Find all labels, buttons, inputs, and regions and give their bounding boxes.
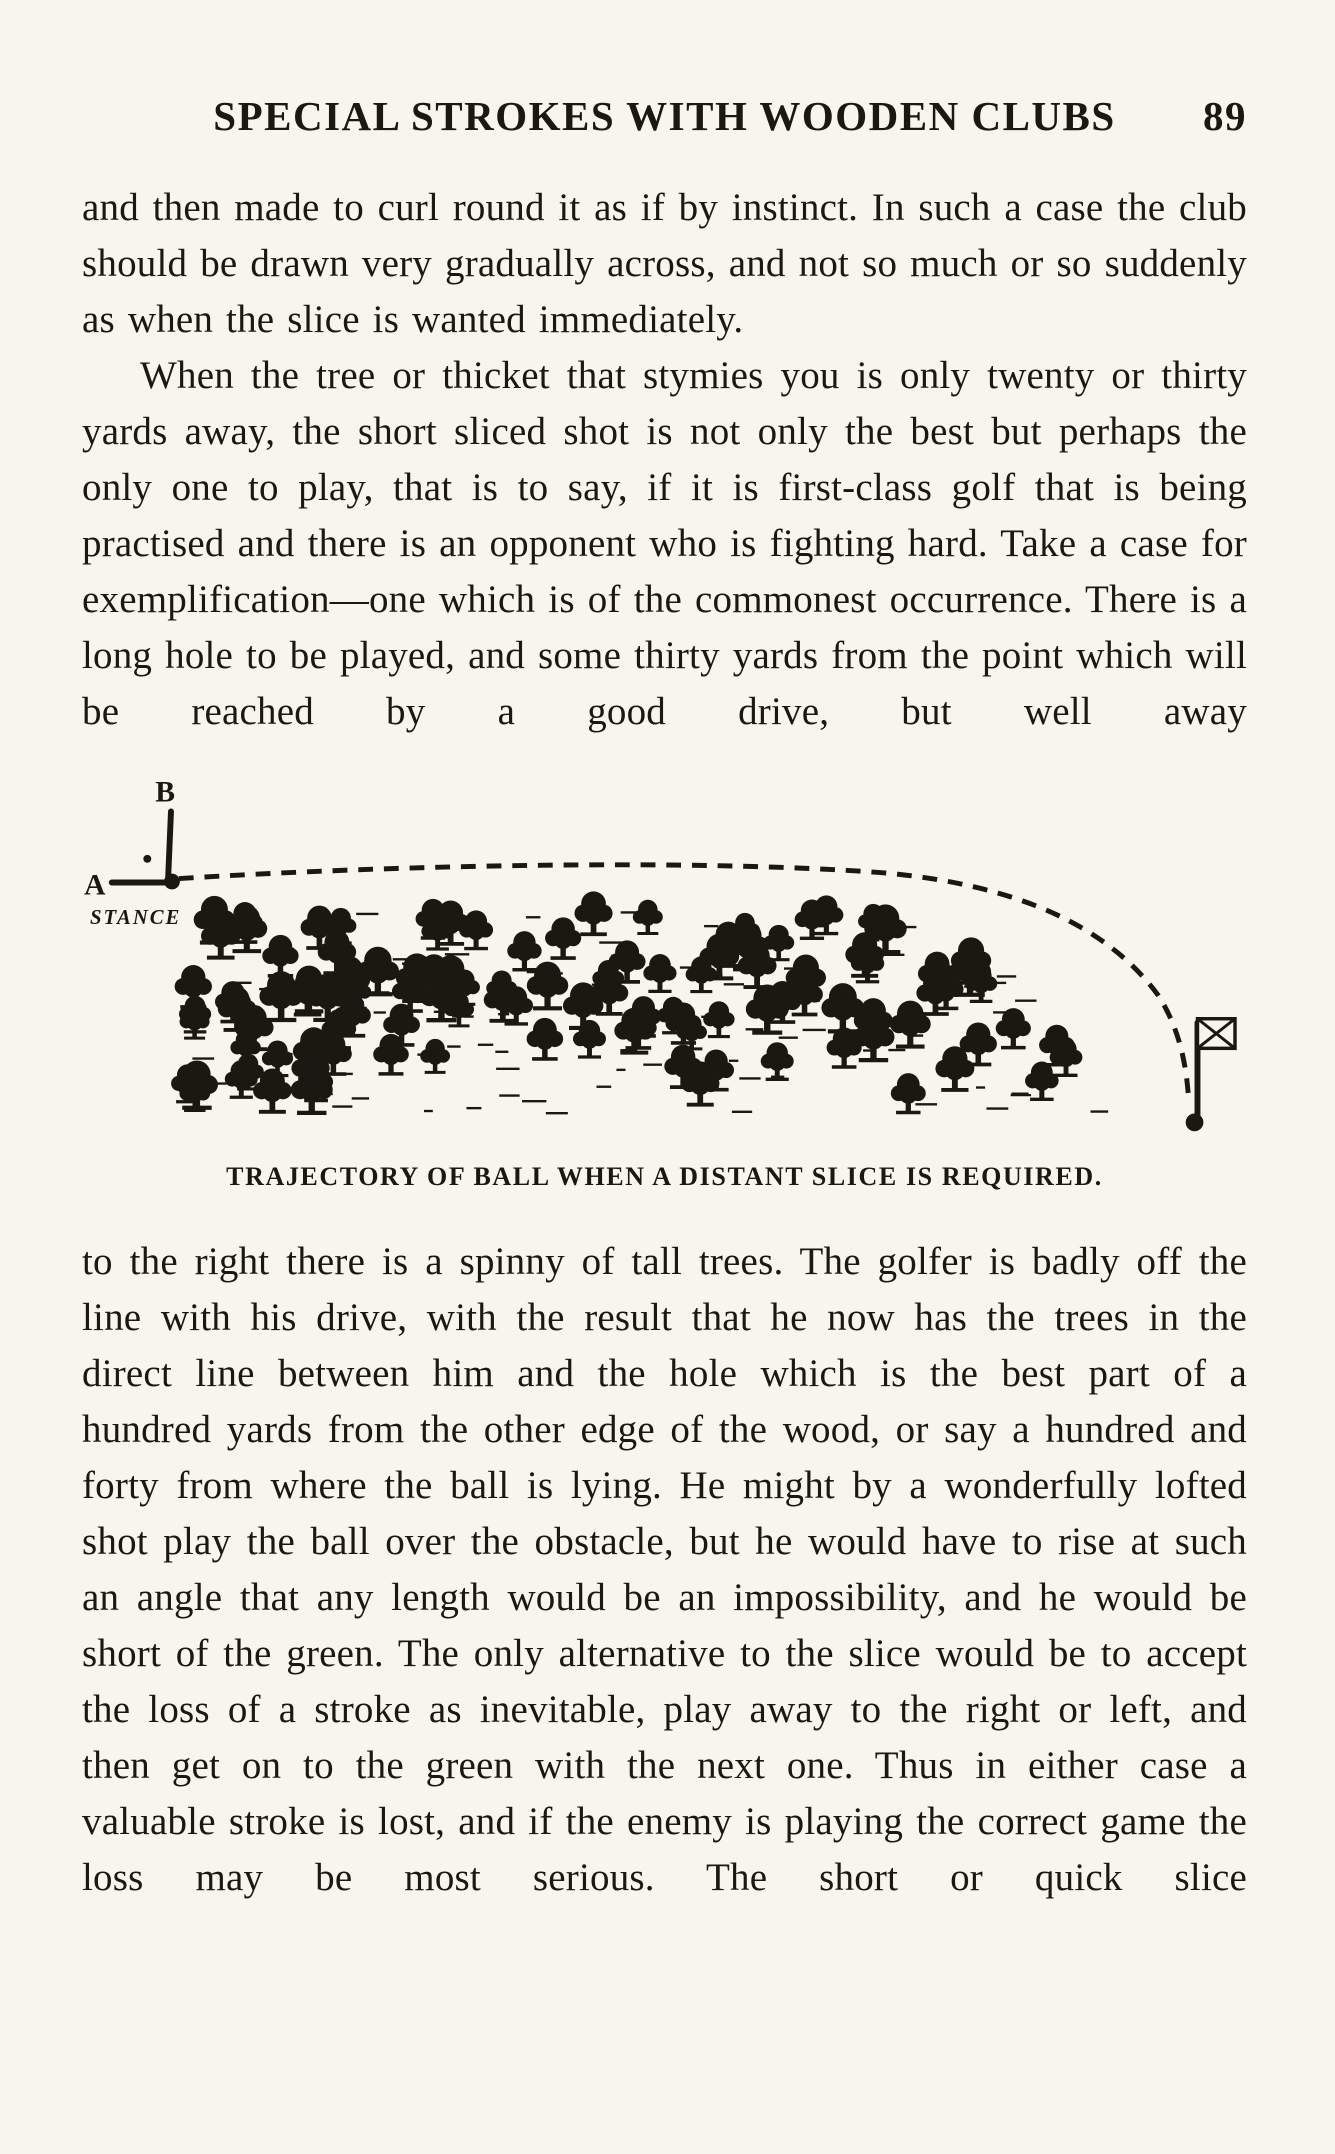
- tree-icon: [545, 917, 581, 958]
- trajectory-diagram: [82, 770, 1247, 1150]
- tree-icon: [507, 931, 541, 970]
- tree-icon: [1025, 1062, 1059, 1100]
- paragraph-3: to the right there is a spinny of tall trees. The golfer is badly off the line with his drive, with the result that he now has the trees in the direct line between him and the hole which is the best part of a hundred yards from the other edge of the wood, or say a hundred and forty from where the ball is lying. He might by a wonderfully lofted shot play the ball over the obstacle, but he would have to rise at such an angle that any length would be an impossibility, and he would be short of the green. The only alternative to the slice would be to accept the loss of a stroke as inevitable, play away to the right or left, and then get on to the green with the next one. Thus in either case a valuable stroke is lost, and if the enemy is playing the correct game the loss may be most serious. The short or quick slice: [82, 1240, 1247, 1899]
- tree-icon: [573, 1020, 606, 1057]
- label-a: A: [84, 869, 106, 902]
- tree-icon: [935, 1046, 974, 1090]
- tree-icon: [527, 1018, 564, 1059]
- stance-line-b: [168, 811, 171, 880]
- tree-icon: [891, 1073, 926, 1112]
- label-b: B: [155, 776, 175, 809]
- label-stance: STANCE: [90, 906, 182, 929]
- trajectory-figure: [82, 770, 1247, 1192]
- tree-icon: [262, 935, 298, 976]
- tree-icon: [703, 1001, 734, 1036]
- tree-icon: [761, 1042, 794, 1079]
- tree-icon: [996, 1008, 1031, 1048]
- paragraph-1: and then made to curl round it as if by instinct. In such a case the club should be drawn very gradually across, and not so much or so suddenly as when the slice is wanted immediately.: [82, 186, 1247, 341]
- tree-icon: [890, 1001, 931, 1047]
- tree-icon: [574, 891, 612, 934]
- figure-caption: TRAJECTORY OF BALL WHEN A DISTANT SLICE IS REQUIRED.: [226, 1162, 1103, 1191]
- running-title: SPECIAL STROKES WITH WOODEN CLUBS: [213, 93, 1116, 139]
- flag-icon: [1186, 1019, 1235, 1132]
- tree-icon: [643, 954, 676, 991]
- tree-grove: [171, 891, 1108, 1113]
- hole-ball-icon: [1186, 1113, 1204, 1131]
- ball-mark-icon: [143, 855, 151, 863]
- stance-marker: [84, 777, 181, 929]
- page-header: [82, 92, 1247, 140]
- page-number: 89: [1203, 93, 1247, 139]
- stance-point: [164, 874, 180, 890]
- paragraph-2: When the tree or thicket that stymies you is only twenty or thirty yards away, the short sliced shot is not only the best but perhaps the only one to play, that is to say, if it is first-class golf that is being practised and there is an opponent who is fighting hard. Take a case for exemplification—one which is of the commonest occurrence. There is a long hole to be played, and some thirty yards from the point which will be reached by a good drive, but well away: [82, 354, 1247, 733]
- tree-icon: [633, 900, 663, 934]
